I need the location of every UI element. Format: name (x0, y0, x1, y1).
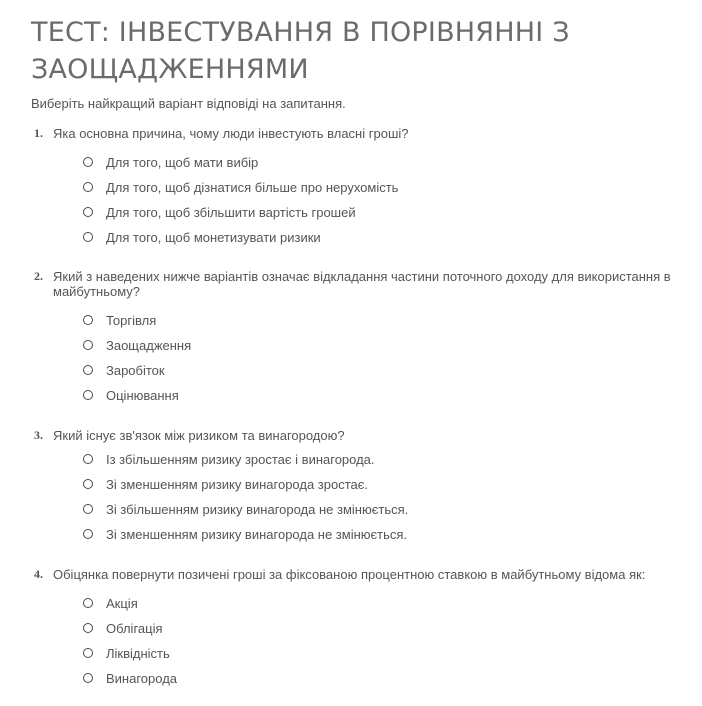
option-label[interactable]: Для того, щоб монетизувати ризики (106, 230, 321, 245)
question-1 (31, 126, 692, 250)
question-3-option-2[interactable] (83, 472, 692, 497)
question-1-prompt (31, 126, 692, 141)
question-2-number: 2. (34, 269, 43, 283)
option-label[interactable]: Акція (106, 596, 138, 611)
radio-button[interactable] (83, 623, 93, 633)
question-4-option-1[interactable] (83, 591, 692, 616)
radio-button[interactable] (83, 182, 93, 192)
question-4-option-2[interactable] (83, 616, 692, 641)
question-1-option-1[interactable] (83, 150, 692, 175)
option-label[interactable]: Зі збільшенням ризику винагорода не змінюється. (106, 502, 409, 517)
question-4-number: 4. (34, 567, 43, 581)
question-3-number: 3. (34, 428, 43, 442)
option-label[interactable]: Заробіток (106, 363, 165, 378)
question-3-option-3[interactable] (83, 497, 692, 522)
option-label[interactable]: Із збільшенням ризику зростає і винагорода. (106, 452, 375, 467)
option-label[interactable]: Для того, щоб мати вибір (106, 155, 259, 170)
instructions-text: Виберіть найкращий варіант відповіді на запитання. (31, 96, 346, 111)
radio-button[interactable] (83, 454, 93, 464)
option-label[interactable]: Зі зменшенням ризику винагорода зростає. (106, 477, 368, 492)
option-label[interactable]: Винагорода (106, 671, 178, 686)
question-2 (31, 269, 692, 408)
radio-button[interactable] (83, 598, 93, 608)
question-3-option-1[interactable] (83, 447, 692, 472)
option-label[interactable]: Торгівля (106, 313, 157, 328)
radio-button[interactable] (83, 504, 93, 514)
page-title: ТЕСТ: ІНВЕСТУВАННЯ В ПОРІВНЯННІ З ЗАОЩАДЖЕННЯМИ (31, 17, 570, 85)
radio-button[interactable] (83, 529, 93, 539)
question-1-text: Яка основна причина, чому люди інвестують власні гроші? (53, 126, 409, 141)
question-1-number: 1. (34, 126, 43, 140)
radio-button[interactable] (83, 479, 93, 489)
question-2-option-2[interactable] (83, 333, 692, 358)
question-4-option-3[interactable] (83, 641, 692, 666)
question-list (31, 126, 692, 691)
question-4-options (31, 591, 692, 691)
option-label[interactable]: Оцінювання (106, 388, 179, 403)
question-2-option-1[interactable] (83, 308, 692, 333)
question-4 (31, 567, 692, 691)
radio-button[interactable] (83, 340, 93, 350)
question-4-prompt (31, 567, 692, 582)
question-2-option-3[interactable] (83, 358, 692, 383)
radio-button[interactable] (83, 232, 93, 242)
question-1-option-3[interactable] (83, 200, 692, 225)
question-2-text: Який з наведених нижче варіантів означає відкладання частини поточного доходу для використання в майбутньому? (53, 269, 671, 299)
radio-button[interactable] (83, 365, 93, 375)
radio-button[interactable] (83, 207, 93, 217)
option-label[interactable]: Облігація (106, 621, 163, 636)
question-4-text: Обіцянка повернути позичені гроші за фіксованою процентною ставкою в майбутньому відома як: (53, 567, 646, 582)
radio-button[interactable] (83, 390, 93, 400)
question-3-text: Який існує зв'язок між ризиком та винагородою? (53, 428, 345, 443)
option-label[interactable]: Для того, щоб збільшити вартість грошей (106, 205, 356, 220)
question-3-option-4[interactable] (83, 522, 692, 547)
radio-button[interactable] (83, 648, 93, 658)
option-label[interactable]: Для того, щоб дізнатися більше про нерухомість (106, 180, 399, 195)
option-label[interactable]: Заощадження (106, 338, 192, 353)
question-3 (31, 428, 692, 547)
option-label[interactable]: Зі зменшенням ризику винагорода не змінюється. (106, 527, 408, 542)
question-1-options (31, 150, 692, 250)
radio-button[interactable] (83, 673, 93, 683)
radio-button[interactable] (83, 157, 93, 167)
question-2-options (31, 308, 692, 408)
question-4-option-4[interactable] (83, 666, 692, 691)
question-3-options (31, 447, 692, 547)
option-label[interactable]: Ліквідність (106, 646, 170, 661)
radio-button[interactable] (83, 315, 93, 325)
question-2-option-4[interactable] (83, 383, 692, 408)
question-2-prompt (31, 269, 692, 299)
question-1-option-2[interactable] (83, 175, 692, 200)
question-3-prompt (31, 428, 692, 443)
question-1-option-4[interactable] (83, 225, 692, 250)
